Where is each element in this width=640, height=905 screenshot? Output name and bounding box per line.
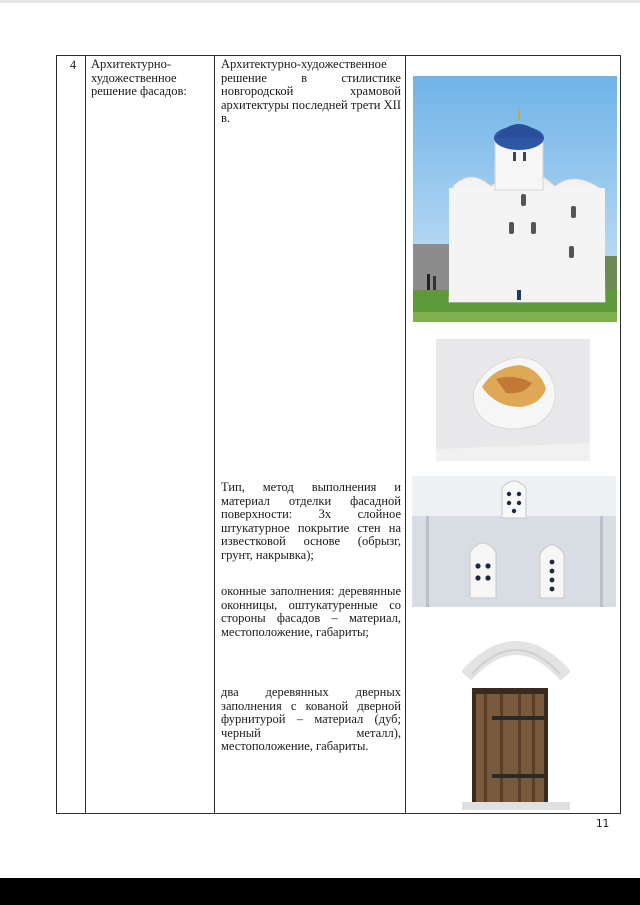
church-photo: [413, 76, 617, 322]
col-border-2: [214, 55, 215, 814]
windows-photo: [412, 476, 616, 607]
col-border-3: [405, 55, 406, 814]
col-border-left: [56, 55, 57, 814]
row-number: 4: [69, 58, 77, 72]
description-architecture: Архитектурно-художественное решение в стилистике новгородской храмовой архитектуры последней трети XII в.: [221, 57, 401, 125]
description-window-fillings: оконные заполнения: деревянные оконницы, оштукатуренные со стороны фасадов – материал, местоположение, габариты;: [221, 584, 401, 639]
col-border-1: [85, 55, 86, 814]
description-facade-finish: Тип, метод выполнения и материал отделки фасадной поверхности: 3х слойное штукатурное покрытие стен на известковой основе (обрызг, грунт, накрывка);: [221, 480, 401, 562]
table-bottom-border: [56, 813, 620, 814]
scan-bottom-edge: [0, 878, 640, 905]
col-border-right: [620, 55, 621, 814]
row-label: Архитектурно-художественное решение фасадов:: [91, 57, 187, 98]
door-photo: [462, 624, 570, 810]
page-number: 11: [596, 818, 610, 830]
description-door-fillings: два деревянных дверных заполнения с кованой дверной фурнитурой – материал (дуб; черный металл), местоположение, габариты.: [221, 685, 401, 753]
table-top-border: [56, 55, 620, 56]
plaster-detail-photo: [436, 339, 590, 461]
